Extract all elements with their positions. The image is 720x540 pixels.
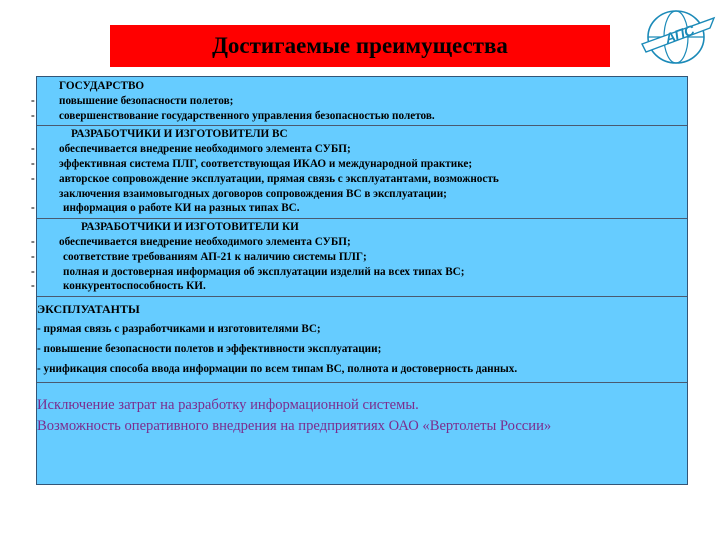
list-item: - повышение безопасности полетов и эффективности эксплуатации; bbox=[37, 343, 382, 356]
section-state bbox=[31, 77, 687, 126]
list-item: - повышение безопасности полетов; bbox=[31, 94, 234, 107]
list-item: - информация о работе КИ на разных типах ВС. bbox=[31, 202, 300, 215]
list-item: - совершенствование государственного управления безопасностью полетов. bbox=[31, 109, 435, 122]
slide-title-bar bbox=[110, 25, 610, 67]
logo-text: АПС bbox=[662, 21, 697, 47]
section-aircraft-developers bbox=[31, 126, 687, 219]
list-item: - унификация способа ввода информации по всем типам ВС, полнота и достоверность данных. bbox=[37, 363, 518, 376]
list-item: - конкурентоспособность КИ. bbox=[31, 280, 206, 293]
section-heading: ГОСУДАРСТВО bbox=[59, 80, 145, 92]
list-item: - полная и достоверная информация об эксплуатации изделий на всех типах ВС; bbox=[31, 265, 465, 278]
section-heading: РАЗРАБОТЧИКИ И ИЗГОТОВИТЕЛИ КИ bbox=[81, 221, 299, 234]
company-logo-icon bbox=[640, 4, 716, 66]
list-item: - обеспечивается внедрение необходимого элемента СУБП; bbox=[31, 235, 351, 248]
list-item: - авторское сопровождение эксплуатации, прямая связь с эксплуатантами, возможность bbox=[31, 172, 499, 185]
footer-summary bbox=[37, 383, 687, 437]
list-item: - эффективная система ПЛГ, соответствующая ИКАО и международной практике; bbox=[31, 157, 473, 170]
footer-line: Исключение затрат на разработку информационной системы. bbox=[37, 397, 419, 414]
advantages-panel bbox=[31, 76, 688, 485]
section-operators bbox=[37, 297, 687, 383]
list-item: - соответствие требованиям АП-21 к наличию системы ПЛГ; bbox=[31, 250, 367, 263]
slide-title: Достигаемые преимущества bbox=[212, 33, 508, 58]
section-heading: РАЗРАБОТЧИКИ И ИЗГОТОВИТЕЛИ ВС bbox=[71, 128, 288, 141]
section-heading: ЭКСПЛУАТАНТЫ bbox=[37, 302, 140, 317]
footer-line: Возможность оперативного внедрения на предприятиях ОАО «Вертолеты России» bbox=[37, 418, 552, 435]
list-item: - прямая связь с разработчиками и изготовителями ВС; bbox=[37, 323, 321, 336]
list-item-continuation: заключения взаимовыгодных договоров сопровождения ВС в эксплуатации; bbox=[59, 187, 447, 200]
section-component-developers bbox=[31, 219, 687, 297]
list-item: - обеспечивается внедрение необходимого элемента СУБП; bbox=[31, 143, 351, 156]
